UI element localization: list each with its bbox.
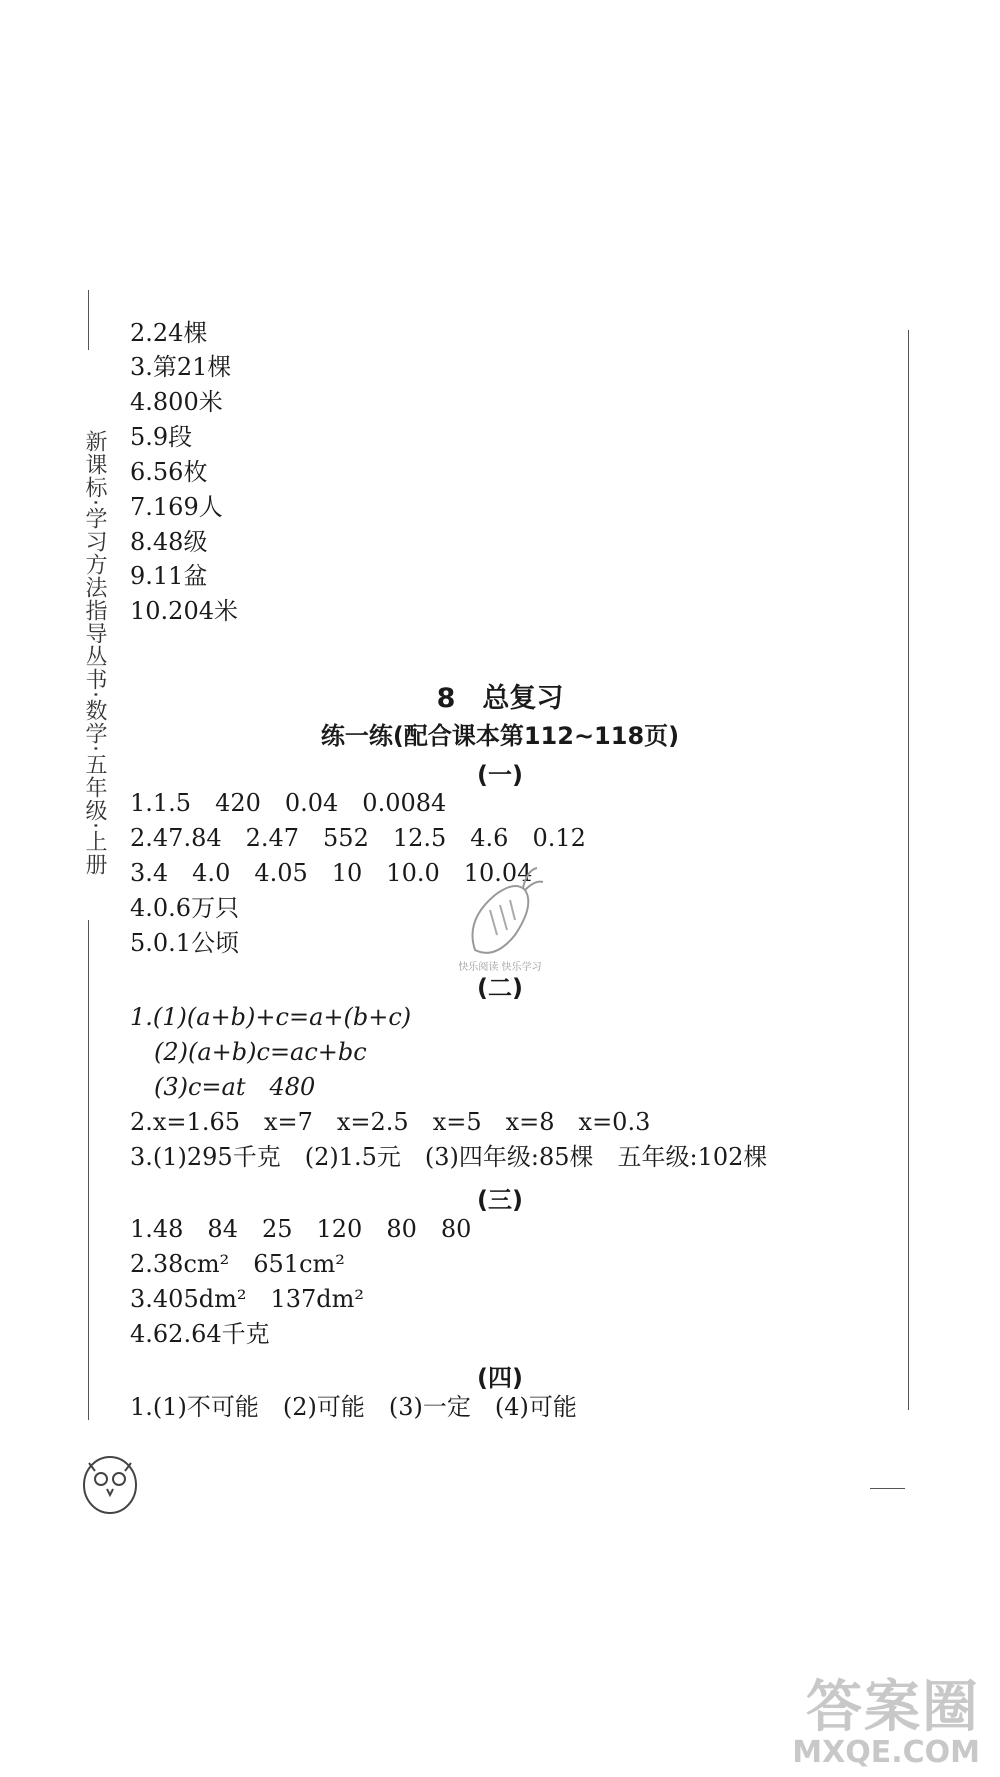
bottom-frame-line (870, 1488, 905, 1489)
watermark-domain: MXQE.COM (792, 1735, 980, 1770)
watermark-main: 答案圈 (806, 1675, 980, 1740)
list-item: 2.24棵 (130, 319, 208, 347)
side-title: 新课标·学习方法指导丛书·数学·五年级·上册 (82, 430, 107, 876)
answer-line: 2.47.84 2.47 552 12.5 4.6 0.12 (130, 824, 586, 852)
right-frame-line (908, 330, 909, 1410)
list-item: 9.11盆 (130, 562, 208, 590)
section-subtitle: 练一练(配合课本第112~118页) (320, 722, 680, 750)
answer-line: 2.x=1.65 x=7 x=2.5 x=5 x=8 x=0.3 (130, 1108, 651, 1136)
stamp-caption: 快乐阅读 快乐学习 (458, 962, 542, 973)
list-item: 6.56枚 (130, 458, 208, 486)
answer-line: 1.1.5 420 0.04 0.0084 (130, 789, 447, 817)
owl-mascot-icon (75, 1445, 145, 1520)
answer-line: 3.4 4.0 4.05 10 10.0 10.04 (130, 859, 533, 887)
watermark (792, 1675, 980, 1770)
answer-line: 2.38cm² 651cm² (130, 1250, 345, 1278)
answer-line: 1.(1)不可能 (2)可能 (3)一定 (4)可能 (130, 1393, 577, 1421)
answer-line: 4.62.64千克 (130, 1320, 270, 1348)
section-title: 总复习 (482, 683, 564, 714)
group-heading: (一) (477, 761, 523, 789)
list-item: 10.204米 (130, 597, 238, 625)
group-heading: (三) (477, 1186, 523, 1214)
answer-line: (2)(a+b)c=ac+bc (130, 1038, 367, 1066)
answer-line: 3.(1)295千克 (2)1.5元 (3)四年级:85棵 五年级:102棵 (130, 1143, 768, 1171)
answer-line: 1.48 84 25 120 80 80 (130, 1215, 472, 1243)
answer-line: 1.(1)(a+b)+c=a+(b+c) (130, 1003, 412, 1031)
answer-line: (3)c=at 480 (130, 1073, 316, 1101)
list-item: 4.800米 (130, 388, 223, 416)
answer-line: 4.0.6万只 (130, 894, 240, 922)
list-item: 5.9段 (130, 423, 193, 451)
list-item: 8.48级 (130, 528, 208, 556)
group-heading: (二) (477, 974, 523, 1002)
answer-line: 3.405dm² 137dm² (130, 1285, 364, 1313)
list-item: 7.169人 (130, 493, 223, 521)
answer-line: 5.0.1公顷 (130, 929, 240, 957)
list-item: 3.第21棵 (130, 353, 232, 381)
section-heading (0, 676, 1000, 715)
left-frame-line (88, 290, 89, 350)
section-number: 8 (436, 683, 456, 714)
group-heading: (四) (477, 1364, 523, 1392)
